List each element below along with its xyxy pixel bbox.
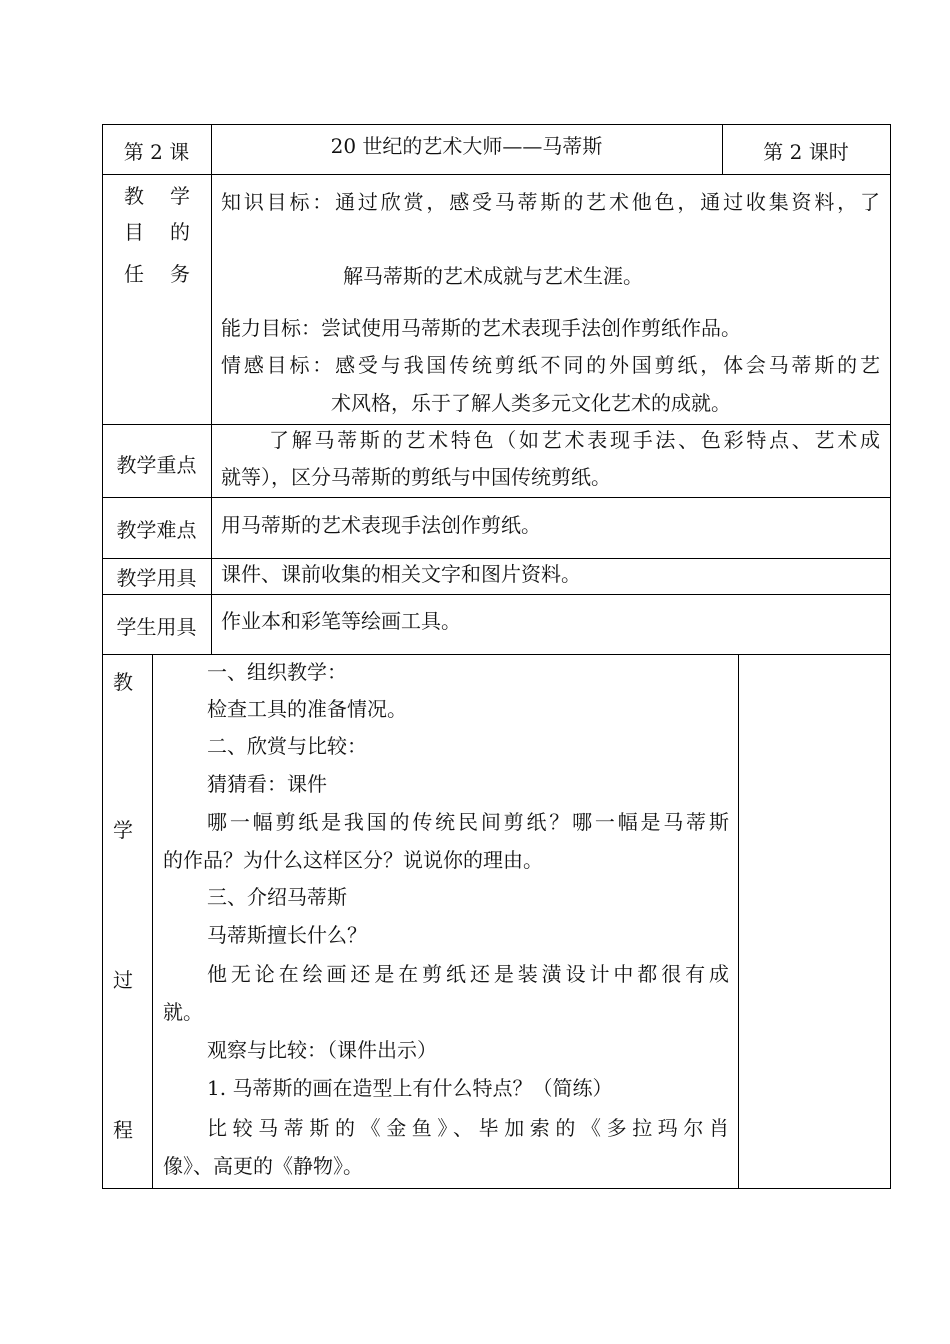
row-divider [102,497,891,498]
column-divider [152,654,153,1189]
objectives-label-char: 任 [124,262,144,286]
teaching-tools-label: 教学用具 [116,566,197,590]
key-points-line1: 了解马蒂斯的艺术特色（如艺术表现手法、色彩特点、艺术成 [269,428,880,452]
lesson-title: 20 世纪的艺术大师——马蒂斯 [330,134,603,158]
process-line: 猜猜看：课件 [207,772,327,796]
process-line: 比较马蒂斯的《金鱼》、毕加索的《多拉玛尔肖 [207,1116,729,1140]
process-label-char: 教 [113,670,133,694]
process-label-char: 学 [113,818,133,842]
process-line: 他无论在绘画还是在剪纸还是装潢设计中都很有成 [207,962,729,986]
teaching-tools-text: 课件、课前收集的相关文字和图片资料。 [221,562,581,586]
table-border-right [890,124,891,1189]
process-label-char: 过 [113,968,133,992]
difficulties-text: 用马蒂斯的艺术表现手法创作剪纸。 [221,513,541,537]
difficulties-label: 教学难点 [116,518,197,542]
objectives-label-char: 的 [170,220,190,244]
row-divider [102,424,891,425]
table-border-top [102,124,891,125]
emotion-goal-line1: 情感目标：感受与我国传统剪纸不同的外国剪纸，体会马蒂斯的艺 [221,353,880,377]
row-divider [102,594,891,595]
key-points-label: 教学重点 [116,453,197,477]
column-divider [211,124,212,655]
column-divider [738,654,739,1189]
process-line: 像》、高更的《静物》。 [163,1154,363,1178]
lesson-number: 第 2 课 [123,140,190,164]
objectives-label-char: 教 [124,184,144,208]
table-border-left [102,124,103,1189]
process-line: 1. 马蒂斯的画在造型上有什么特点？（简练） [207,1076,613,1100]
ability-goal: 能力目标：尝试使用马蒂斯的艺术表现手法创作剪纸作品。 [221,316,741,340]
process-label-char: 程 [113,1118,133,1142]
process-line: 马蒂斯擅长什么？ [207,923,367,947]
table-border-bottom [102,1188,891,1189]
row-divider [102,174,891,175]
process-line: 哪一幅剪纸是我国的传统民间剪纸？哪一幅是马蒂斯 [207,810,729,834]
process-line: 检查工具的准备情况。 [207,697,407,721]
row-divider [102,558,891,559]
objectives-label-char: 目 [124,220,144,244]
process-line: 三、介绍马蒂斯 [207,885,347,909]
knowledge-goal-line2: 解马蒂斯的艺术成就与艺术生涯。 [343,264,643,288]
process-line: 就。 [163,1000,203,1024]
process-line: 观察与比较：（课件出示） [207,1038,437,1062]
emotion-goal-line2: 术风格，乐于了解人类多元文化艺术的成就。 [331,391,731,415]
process-line: 一、组织教学： [207,660,347,684]
lesson-period: 第 2 课时 [763,140,849,164]
objectives-label-char: 学 [170,184,190,208]
objectives-label-char: 务 [170,262,190,286]
row-divider [102,654,891,655]
process-line: 二、欣赏与比较： [207,734,367,758]
process-line: 的作品？为什么这样区分？说说你的理由。 [163,848,543,872]
student-tools-label: 学生用具 [116,615,197,639]
student-tools-text: 作业本和彩笔等绘画工具。 [221,609,461,633]
key-points-line2: 就等），区分马蒂斯的剪纸与中国传统剪纸。 [221,465,611,489]
knowledge-goal-line1: 知识目标：通过欣赏，感受马蒂斯的艺术他色，通过收集资料，了 [221,190,880,214]
